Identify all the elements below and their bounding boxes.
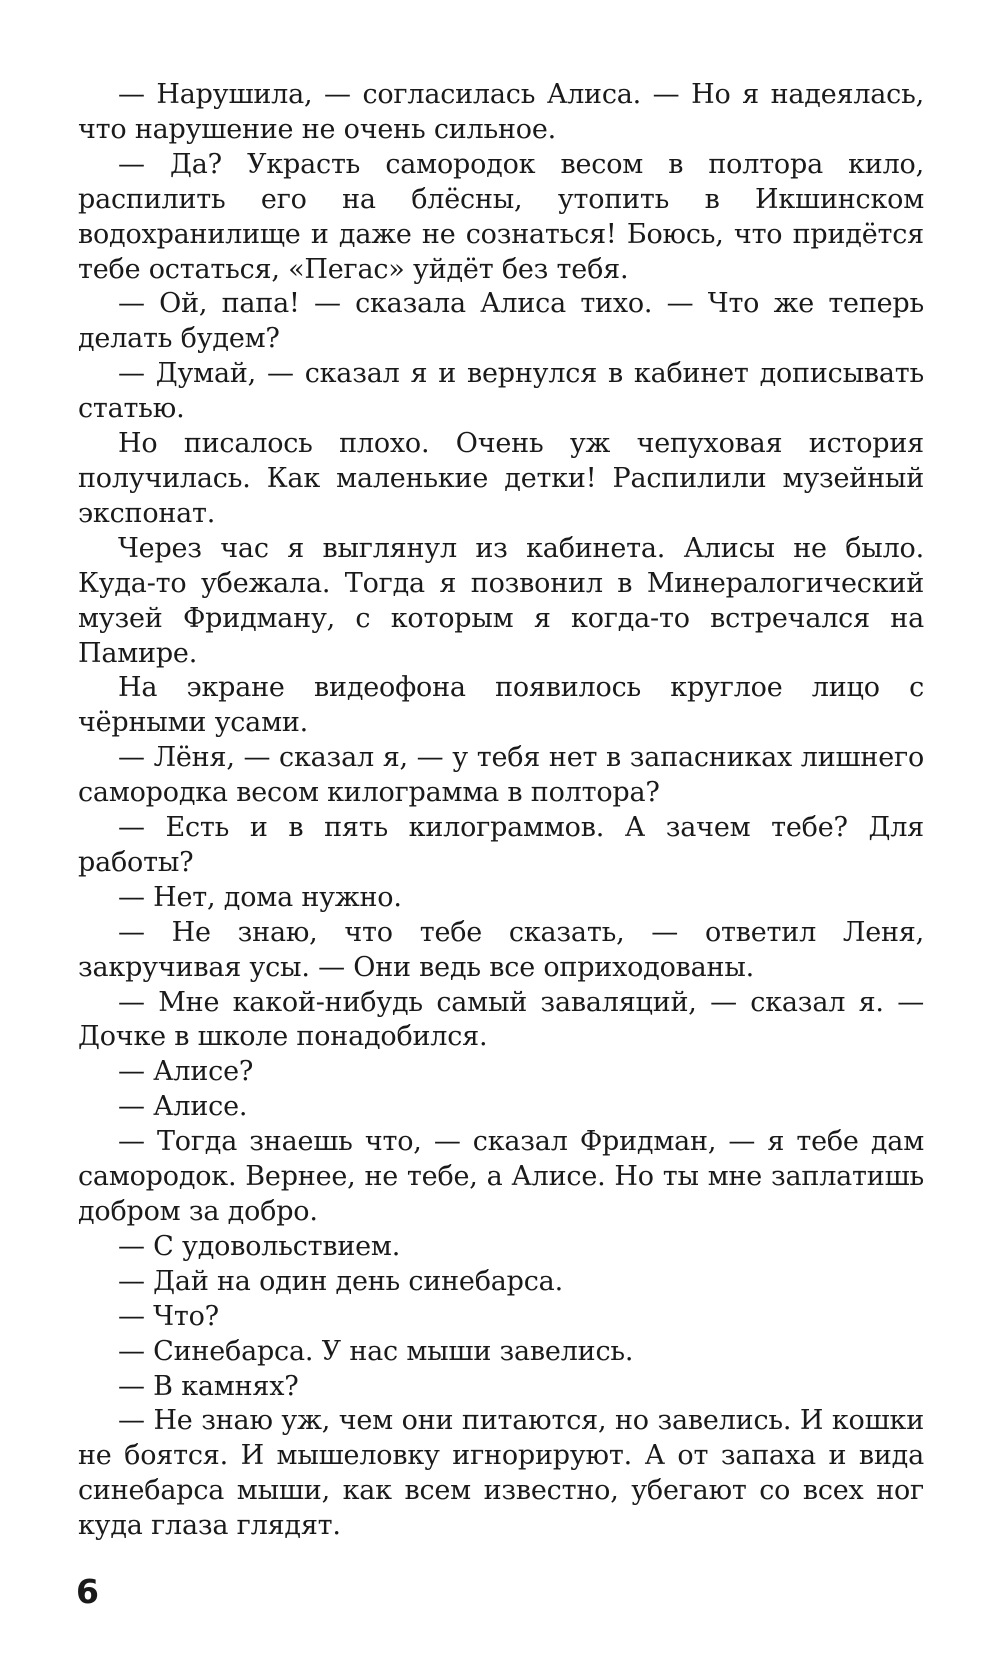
- paragraph: — Не знаю, что тебе сказать, — ответил Леня, закручивая усы. — Они ведь все оприходованы.: [78, 916, 924, 983]
- paragraph: — Что?: [118, 1300, 219, 1332]
- paragraph: — Думай, — сказал я и вернулся в кабинет дописывать статью.: [78, 358, 924, 425]
- paragraph: — Алисе.: [118, 1091, 248, 1123]
- paragraph: — Да? Украсть самородок весом в полтора кило, распилить его на блёсны, утопить в Икшинском водохранилище и даже не сознаться! Боюсь, что придётся тебе остаться, «Пегас» уйдёт без тебя.: [78, 148, 924, 285]
- paragraph: — Лёня, — сказал я, — у тебя нет в запасниках лишнего самородка весом килограмма в полтора?: [78, 742, 924, 809]
- paragraph: — Есть и в пять килограммов. А зачем тебе? Для работы?: [78, 812, 924, 878]
- paragraph: Но писалось плохо. Очень уж чепуховая история получилась. Как маленькие детки! Распилили музейный экспонат.: [78, 428, 924, 529]
- paragraph: — Дай на один день синебарса.: [118, 1265, 563, 1297]
- paragraph: — Алисе?: [118, 1056, 254, 1088]
- paragraph: Через час я выглянул из кабинета. Алисы не было. Куда-то убежала. Тогда я позвонил в Минералогический музей Фридману, с которым я когда-то встречался на Памире.: [78, 532, 924, 669]
- paragraph: — Мне какой-нибудь самый заваляций, — сказал я. — Дочке в школе понадобился.: [78, 986, 924, 1053]
- paragraph: — С удовольствием.: [118, 1230, 401, 1262]
- page-number: 6: [76, 1572, 99, 1611]
- paragraph: — В камнях?: [118, 1370, 299, 1402]
- page-body: [78, 78, 924, 1544]
- paragraph: На экране видеофона появилось круглое лицо с чёрными усами.: [78, 672, 924, 739]
- paragraph: — Нарушила, — согласилась Алиса. — Но я надеялась, что нарушение не очень сильное.: [78, 79, 924, 145]
- paragraph: — Нет, дома нужно.: [118, 881, 402, 913]
- paragraph: — Не знаю уж, чем они питаются, но завелись. И кошки не боятся. И мышеловку игнорируют. А от запаха и вида синебарса мыши, как всем известно, убегают со всех ног куда глаза глядят.: [78, 1405, 924, 1542]
- paragraph: — Синебарса. У нас мыши завелись.: [118, 1335, 634, 1367]
- paragraph: — Тогда знаешь что, — сказал Фридман, — я тебе дам самородок. Вернее, не тебе, а Алисе. Но ты мне заплатишь добром за добро.: [78, 1126, 924, 1227]
- paragraph: — Ой, папа! — сказала Алиса тихо. — Что же теперь делать будем?: [78, 288, 924, 355]
